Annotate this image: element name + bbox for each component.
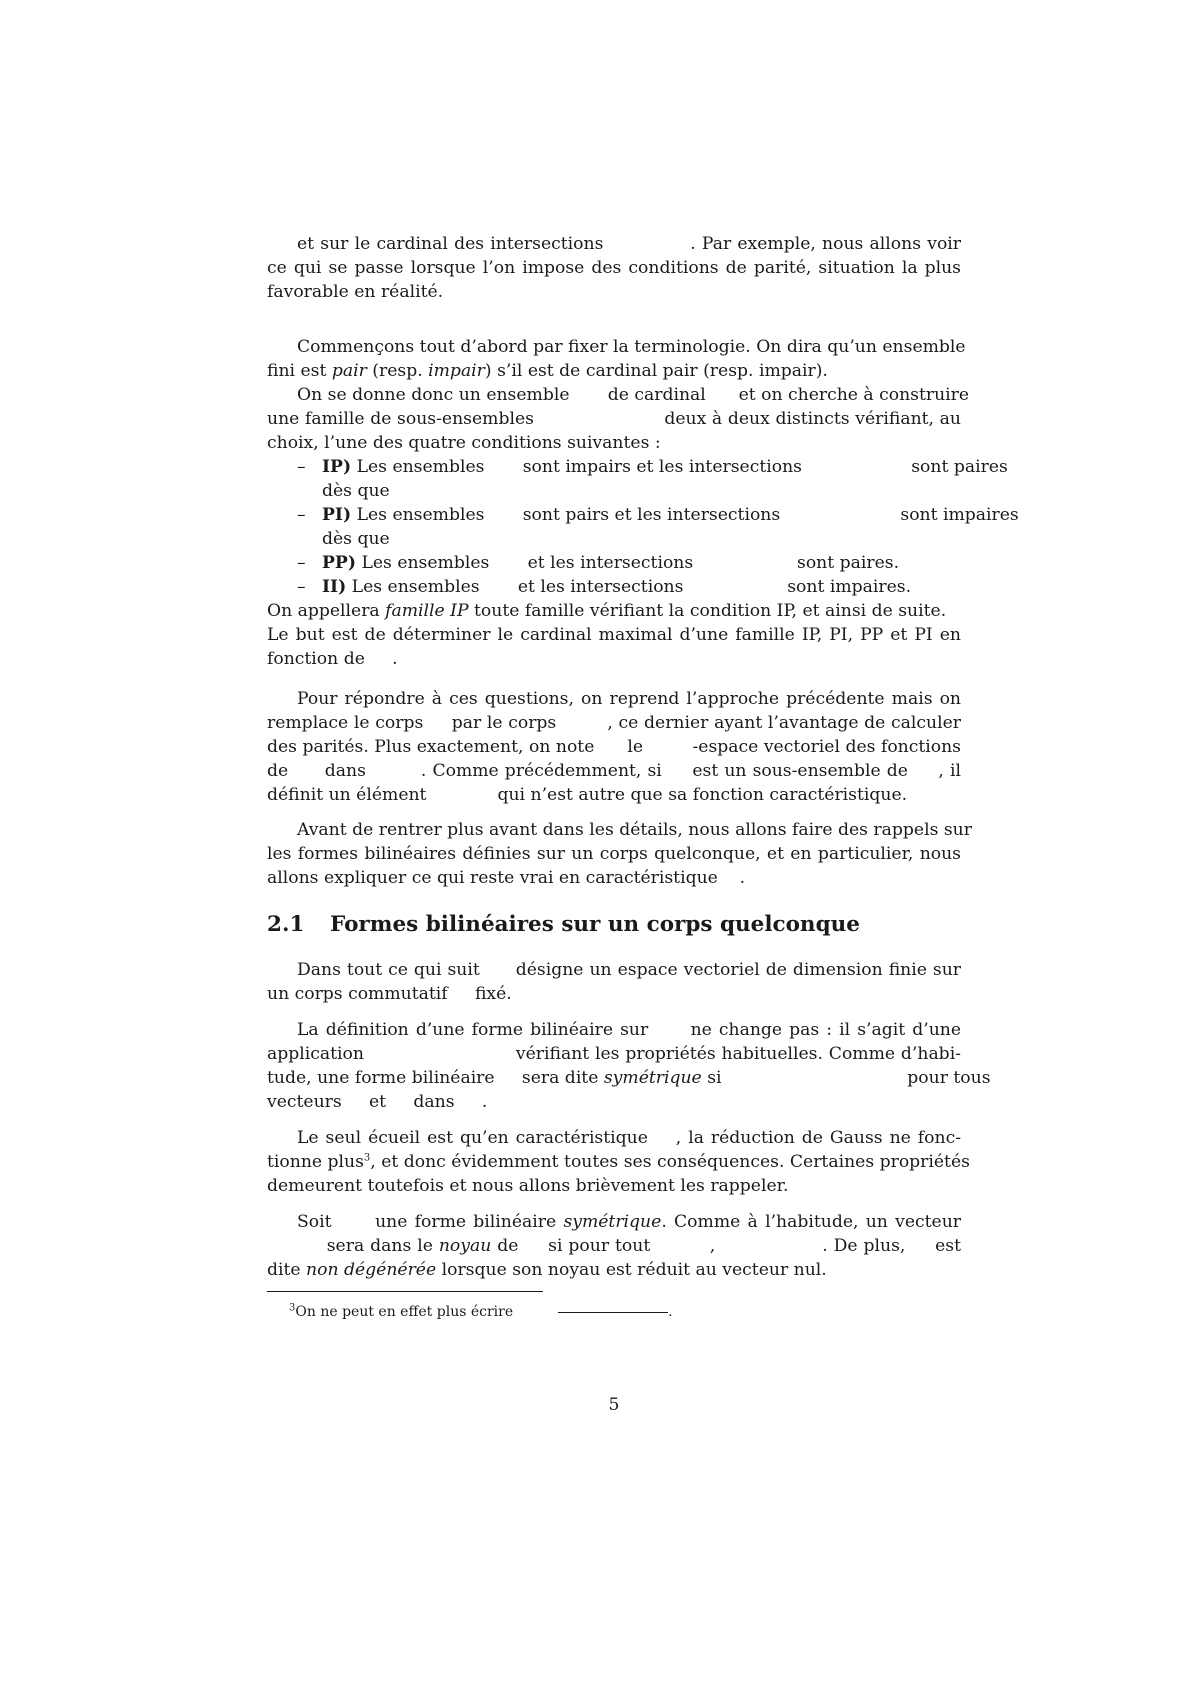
term-noyau: noyau (438, 1236, 492, 1256)
paragraph-2-line-1: Commençons tout d’abord par fixer la terminologie. On dira qu’un ensemble (297, 337, 966, 357)
footnote (267, 1300, 961, 1324)
paragraph-7-line-3 (267, 1066, 991, 1090)
footnote-text: On ne peut en effet plus écrire (295, 1304, 514, 1320)
footnote-end: . (668, 1304, 673, 1320)
list-tag: PP) (322, 553, 356, 573)
paragraph-3-line-2: Le but est de déterminer le cardinal maximal d’une famille IP, PI, PP et PI en (267, 625, 961, 645)
list-tag: PI) (322, 505, 352, 525)
bullet: – (297, 553, 306, 573)
section-number: 2.1 (267, 912, 305, 937)
paragraph-5-line-2: les formes bilinéaires définies sur un corps quelconque, et en particulier, nous (267, 844, 961, 864)
page-number: 5 (608, 1395, 620, 1415)
text-run: dite (267, 1260, 307, 1280)
term-non-degeneree: non dégénérée (306, 1260, 437, 1280)
term-pair: pair (331, 361, 367, 381)
list-text: Les ensembles et les intersections sont paires. (355, 553, 900, 573)
term-symetrique: symétrique (563, 1212, 662, 1232)
paragraph-4-line-1: Pour répondre à ces questions, on reprend l’approche précédente mais on (297, 689, 961, 709)
paragraph-9-line-1 (267, 1210, 961, 1234)
footnote-reference[interactable]: 3 (363, 1152, 371, 1164)
text-run: ) s’il est de cardinal pair (resp. impair). (484, 361, 828, 381)
paragraph-4-line-3: des parités. Plus exactement, on note le -espace vectoriel des fonctions (267, 737, 961, 757)
list-item-pp (267, 551, 961, 575)
text-run: (resp. (366, 361, 429, 381)
paragraph-7-line-2: application vérifiant les propriétés habituelles. Comme d’habi- (267, 1044, 961, 1064)
text-run: On appellera (267, 601, 386, 621)
text-run: , et donc évidemment toutes ses conséquences. Certaines propriétés (370, 1152, 970, 1172)
paragraph-9-line-3 (267, 1258, 961, 1282)
term-impair: impair (428, 361, 485, 381)
paragraph-8-line-2 (267, 1150, 970, 1174)
paragraph-8-line-1: Le seul écueil est qu’en caractéristique , la réduction de Gauss ne fonc- (297, 1128, 961, 1148)
bullet: – (297, 457, 306, 477)
list-tag: II) (322, 577, 347, 597)
paragraph-1-line-3: favorable en réalité. (267, 282, 444, 302)
paragraph-3-line-3: fonction de . (267, 649, 398, 669)
fraction-bar (558, 1312, 668, 1313)
paragraph-2-line-3: On se donne donc un ensemble de cardinal et on cherche à construire (297, 385, 970, 405)
bullet: – (297, 577, 306, 597)
list-item-ip (267, 455, 1008, 479)
paragraph-7-line-4: vecteurs et dans . (267, 1092, 488, 1112)
text-run: sera dans le (297, 1236, 439, 1256)
footnote-mark: 3 (289, 1302, 296, 1314)
paragraph-5-line-1: Avant de rentrer plus avant dans les détails, nous allons faire des rappels sur (297, 820, 972, 840)
text-run: fini est (267, 361, 332, 381)
text-run: si pour tous (701, 1068, 991, 1088)
paragraph-6-line-1: Dans tout ce qui suit désigne un espace vectoriel de dimension finie sur (297, 960, 961, 980)
text-run: lorsque son noyau est réduit au vecteur nul. (436, 1260, 827, 1280)
footnote-rule (267, 1291, 543, 1292)
paragraph-1-line-2: ce qui se passe lorsque l’on impose des conditions de parité, situation la plus (267, 258, 961, 278)
paragraph-4-line-4: de dans . Comme précédemment, si est un sous-ensemble de , il (267, 761, 961, 781)
bullet: – (297, 505, 306, 525)
paragraph-9-line-2 (267, 1234, 961, 1258)
text-run: tude, une forme bilinéaire sera dite (267, 1068, 604, 1088)
paragraph-6-line-2: un corps commutatif fixé. (267, 984, 512, 1004)
list-item-pi-continuation: dès que (322, 529, 390, 549)
text-run: Soit une forme bilinéaire (297, 1212, 564, 1232)
list-text: Les ensembles sont impairs et les intersections sont paires (351, 457, 1008, 477)
term-symetrique: symétrique (603, 1068, 702, 1088)
section-title: Formes bilinéaires sur un corps quelconque (330, 912, 860, 937)
paragraph-1-line-1: et sur le cardinal des intersections . Par exemple, nous allons voir (297, 234, 961, 254)
list-tag: IP) (322, 457, 352, 477)
text-run: toute famille vérifiant la condition IP, et ainsi de suite. (468, 601, 947, 621)
paragraph-5-line-3: allons expliquer ce qui reste vrai en caractéristique . (267, 868, 746, 888)
term-famille-ip: famille IP (385, 601, 469, 621)
list-item-ii (267, 575, 961, 599)
text-run: de si pour tout , . De plus, est (491, 1236, 961, 1256)
section-heading (267, 913, 961, 943)
paragraph-4-line-2: remplace le corps par le corps , ce dernier ayant l’avantage de calculer (267, 713, 961, 733)
paragraph-2-line-4: une famille de sous-ensembles deux à deux distincts vérifiant, au (267, 409, 961, 429)
list-item-ip-continuation: dès que (322, 481, 390, 501)
text-run: . Comme à l’habitude, un vecteur (661, 1212, 961, 1232)
list-text: Les ensembles sont pairs et les intersections sont impaires (351, 505, 1019, 525)
paragraph-2-line-2 (267, 359, 961, 383)
paragraph-7-line-1: La définition d’une forme bilinéaire sur ne change pas : il s’agit d’une (297, 1020, 961, 1040)
list-text: Les ensembles et les intersections sont impaires. (346, 577, 912, 597)
text-run: tionne plus (267, 1152, 364, 1172)
paragraph-3-line-1 (267, 599, 961, 623)
paragraph-8-line-3: demeurent toutefois et nous allons brièvement les rappeler. (267, 1176, 789, 1196)
paragraph-4-line-5: définit un élément qui n’est autre que sa fonction caractéristique. (267, 785, 908, 805)
paragraph-2-line-5: choix, l’une des quatre conditions suivantes : (267, 433, 661, 453)
list-item-pi (267, 503, 1019, 527)
